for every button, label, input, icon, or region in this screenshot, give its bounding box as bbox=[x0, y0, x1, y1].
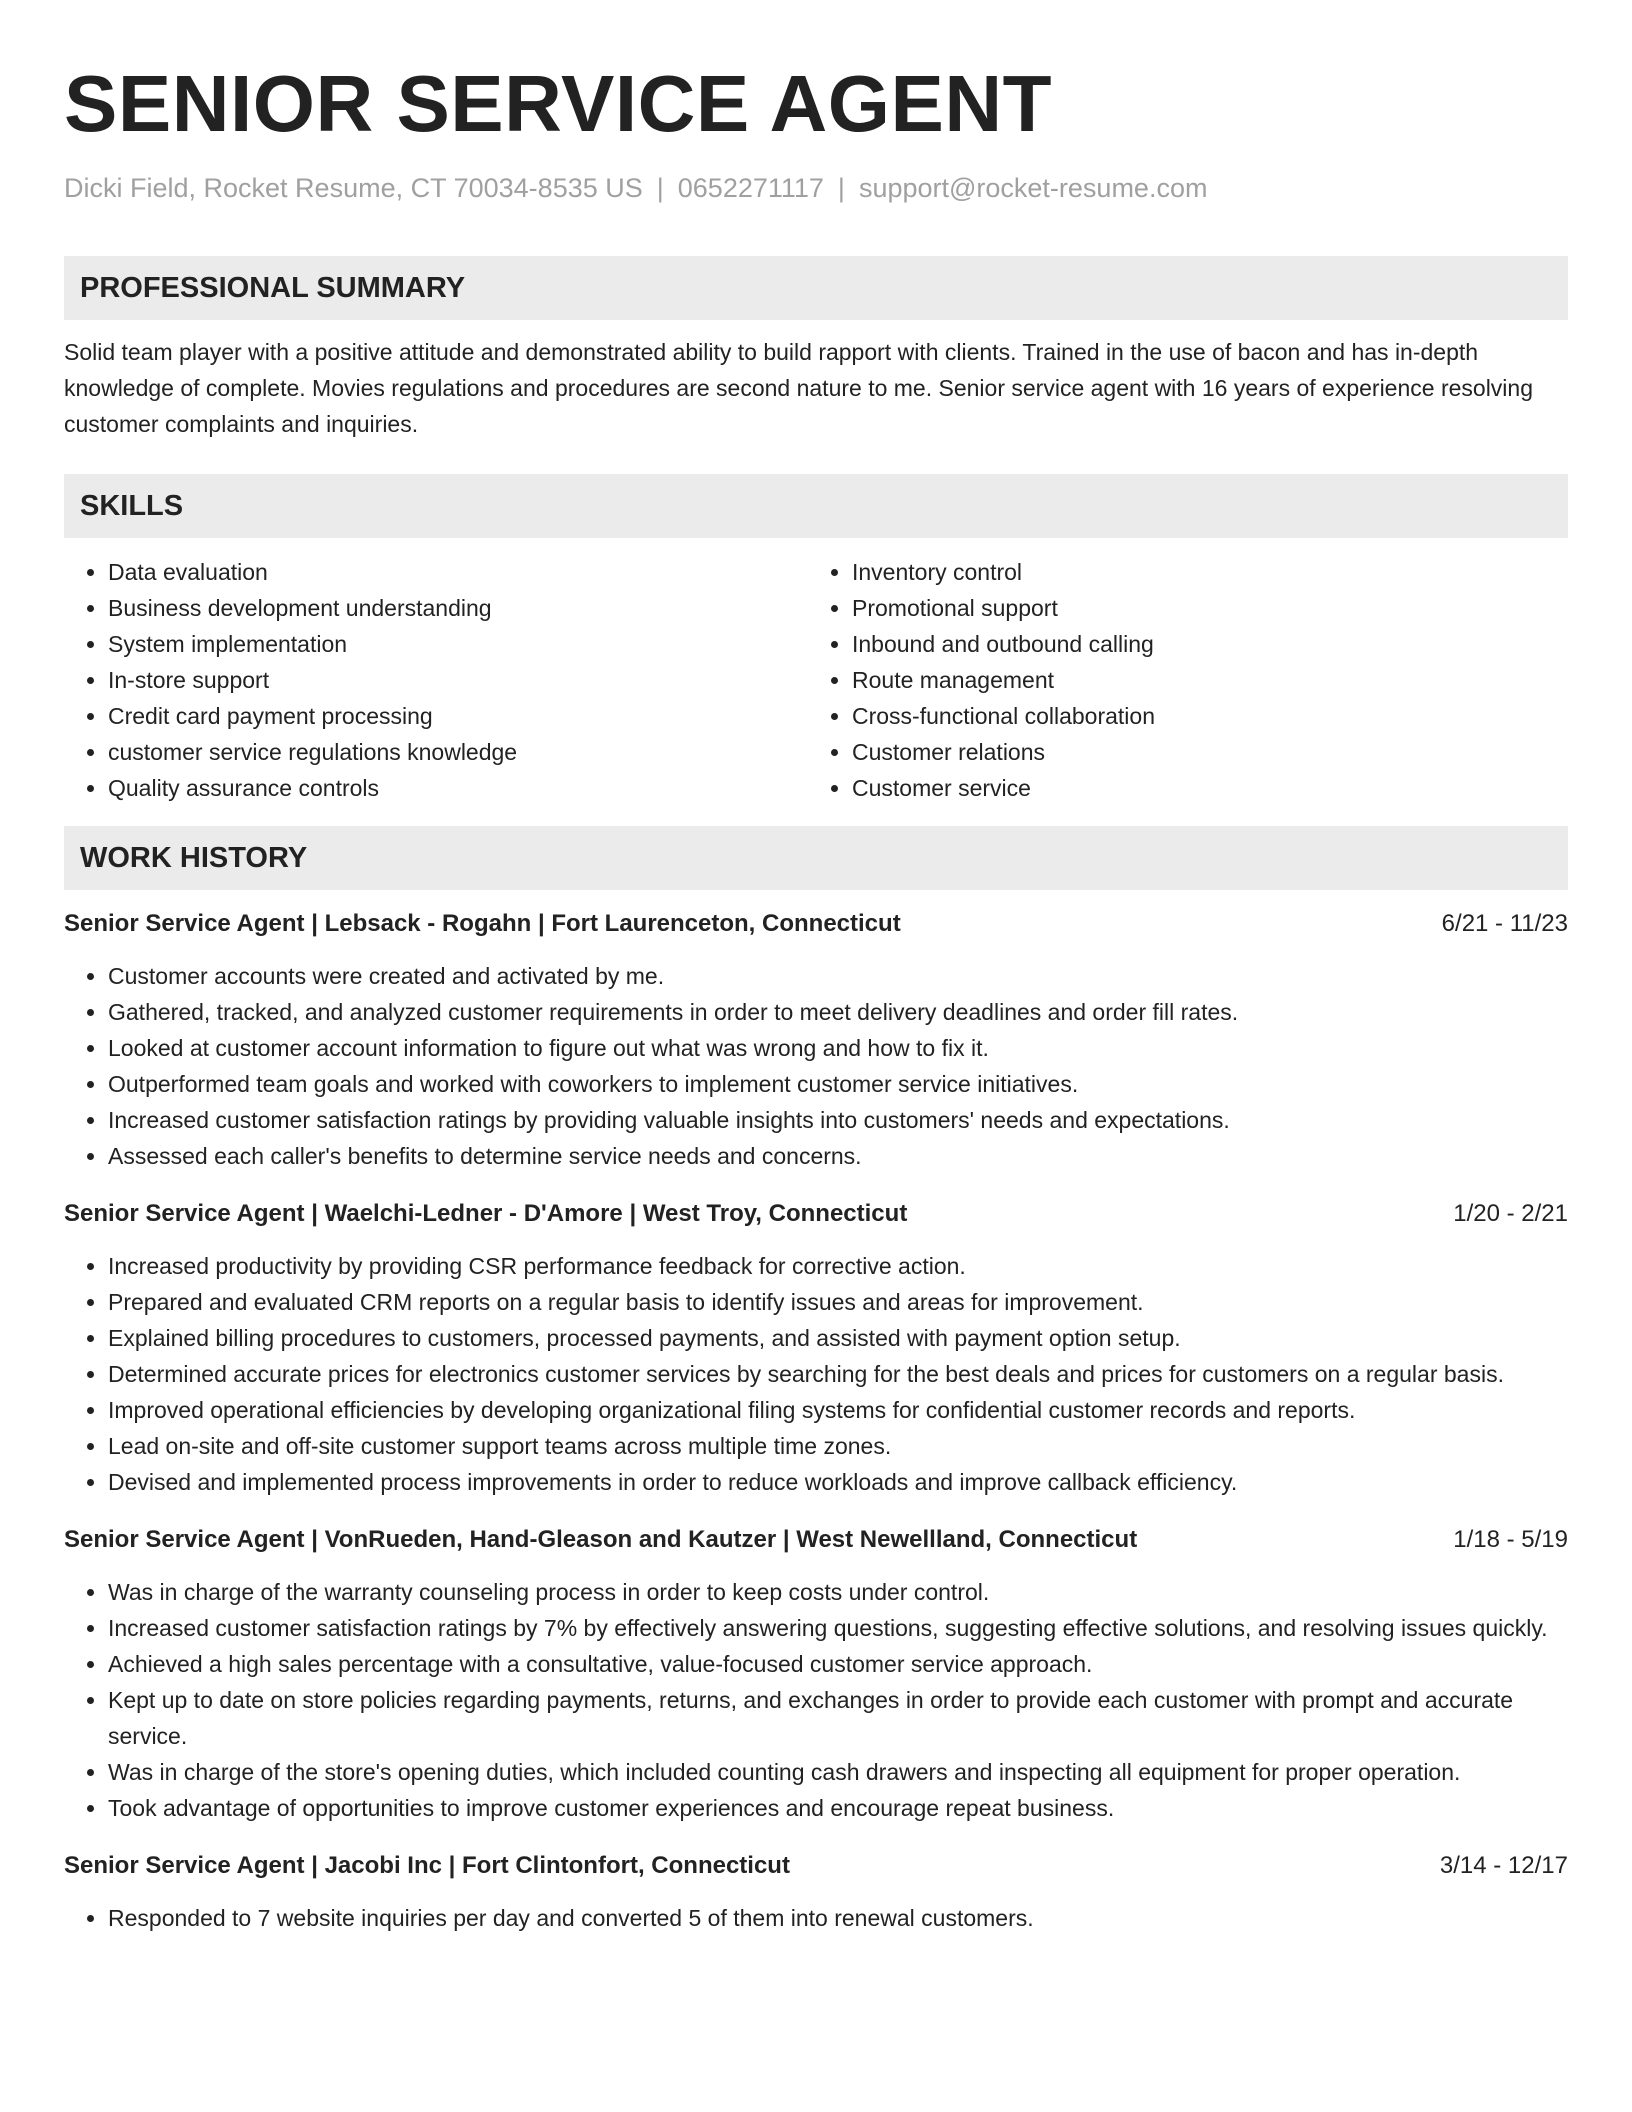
job-entry bbox=[64, 1848, 1568, 1936]
job-header bbox=[64, 1196, 1568, 1232]
job-bullet-list bbox=[64, 1900, 1568, 1936]
job-bullet: • Explained billing procedures to customers, processed payments, and assisted with payment option setup. bbox=[108, 1320, 1568, 1356]
job-bullet: • Responded to 7 website inquiries per day and converted 5 of them into renewal customers. bbox=[108, 1900, 1568, 1936]
job-bullet-list bbox=[64, 958, 1568, 1174]
skill-item: • Credit card payment processing bbox=[108, 698, 808, 734]
skill-item: • Inbound and outbound calling bbox=[852, 626, 1552, 662]
job-bullet: • Increased customer satisfaction ratings by providing valuable insights into customers' needs and expectations. bbox=[108, 1102, 1568, 1138]
job-bullet: • Determined accurate prices for electronics customer services by searching for the best deals and prices for customers on a regular basis. bbox=[108, 1356, 1568, 1392]
job-bullet: • Looked at customer account information to figure out what was wrong and how to fix it. bbox=[108, 1030, 1568, 1066]
job-bullet: • Lead on-site and off-site customer support teams across multiple time zones. bbox=[108, 1428, 1568, 1464]
job-header bbox=[64, 1848, 1568, 1884]
skills-column-right bbox=[808, 554, 1552, 806]
job-bullet: • Achieved a high sales percentage with a consultative, value-focused customer service approach. bbox=[108, 1646, 1568, 1682]
job-bullet: • Was in charge of the warranty counseling process in order to keep costs under control. bbox=[108, 1574, 1568, 1610]
skill-item: • Customer service bbox=[852, 770, 1552, 806]
job-dates: 1/20 - 2/21 bbox=[1453, 1200, 1568, 1227]
job-title: Senior Service Agent | Jacobi Inc | Fort Clintonfort, Connecticut bbox=[64, 1852, 790, 1879]
skills-grid bbox=[64, 554, 1568, 806]
contact-address: Dicki Field, Rocket Resume, CT 70034-8535 US bbox=[64, 173, 643, 203]
job-entry bbox=[64, 1196, 1568, 1500]
job-title: Senior Service Agent | Lebsack - Rogahn | Fort Laurenceton, Connecticut bbox=[64, 910, 901, 937]
skill-item: • Route management bbox=[852, 662, 1552, 698]
skill-item: • Customer relations bbox=[852, 734, 1552, 770]
contact-line bbox=[64, 170, 1568, 206]
skills-column-left bbox=[64, 554, 808, 806]
contact-phone: 0652271117 bbox=[677, 173, 824, 203]
work-history-list bbox=[64, 906, 1568, 1936]
job-bullet: • Prepared and evaluated CRM reports on a regular basis to identify issues and areas for improvement. bbox=[108, 1284, 1568, 1320]
job-entry bbox=[64, 1522, 1568, 1826]
skill-item: • Inventory control bbox=[852, 554, 1552, 590]
contact-separator: | bbox=[656, 173, 664, 203]
skill-item: • Quality assurance controls bbox=[108, 770, 808, 806]
skill-item: • In-store support bbox=[108, 662, 808, 698]
job-bullet: • Took advantage of opportunities to improve customer experiences and encourage repeat business. bbox=[108, 1790, 1568, 1826]
job-bullet: • Improved operational efficiencies by developing organizational filing systems for confidential customer records and reports. bbox=[108, 1392, 1568, 1428]
skills-heading: SKILLS bbox=[64, 474, 1568, 538]
job-bullet-list bbox=[64, 1248, 1568, 1500]
contact-separator: | bbox=[837, 173, 845, 203]
skill-item: • Promotional support bbox=[852, 590, 1552, 626]
job-dates: 3/14 - 12/17 bbox=[1439, 1852, 1568, 1879]
job-title: Senior Service Agent | Waelchi-Ledner - D'Amore | West Troy, Connecticut bbox=[64, 1200, 908, 1227]
work-history-heading: WORK HISTORY bbox=[64, 826, 1568, 890]
summary-text: Solid team player with a positive attitude and demonstrated ability to build rapport with clients. Trained in the use of bacon and has in-depth knowledge of complete. Movies regulations and procedures are second nature to me. Senior service agent with 16 years of experience resolving customer complaints and inquiries. bbox=[64, 339, 1533, 437]
job-bullet: • Increased customer satisfaction ratings by 7% by effectively answering questions, suggesting effective solutions, and resolving issues quickly. bbox=[108, 1610, 1568, 1646]
summary-heading: PROFESSIONAL SUMMARY bbox=[64, 256, 1568, 320]
job-bullet: • Customer accounts were created and activated by me. bbox=[108, 958, 1568, 994]
skill-item: • customer service regulations knowledge bbox=[108, 734, 808, 770]
job-bullet: • Assessed each caller's benefits to determine service needs and concerns. bbox=[108, 1138, 1568, 1174]
contact-email: support@rocket-resume.com bbox=[858, 173, 1208, 203]
job-title: Senior Service Agent | VonRueden, Hand-Gleason and Kautzer | West Newellland, Connecticut bbox=[64, 1526, 1138, 1553]
job-entry bbox=[64, 906, 1568, 1174]
job-dates: 6/21 - 11/23 bbox=[1441, 910, 1568, 937]
job-bullet: • Kept up to date on store policies regarding payments, returns, and exchanges in order to provide each customer with prompt and accurate service. bbox=[108, 1682, 1568, 1754]
job-header bbox=[64, 906, 1568, 942]
job-header bbox=[64, 1522, 1568, 1558]
job-bullet: • Outperformed team goals and worked with coworkers to implement customer service initiatives. bbox=[108, 1066, 1568, 1102]
job-bullet: • Increased productivity by providing CSR performance feedback for corrective action. bbox=[108, 1248, 1568, 1284]
skill-item: • Business development understanding bbox=[108, 590, 808, 626]
job-bullet: • Gathered, tracked, and analyzed customer requirements in order to meet delivery deadlines and order fill rates. bbox=[108, 994, 1568, 1030]
skill-item: • Data evaluation bbox=[108, 554, 808, 590]
job-dates: 1/18 - 5/19 bbox=[1453, 1526, 1568, 1553]
resume-title: SENIOR SERVICE AGENT bbox=[64, 59, 1052, 148]
skill-item: • Cross-functional collaboration bbox=[852, 698, 1552, 734]
job-bullet-list bbox=[64, 1574, 1568, 1826]
skill-item: • System implementation bbox=[108, 626, 808, 662]
job-bullet: • Devised and implemented process improvements in order to reduce workloads and improve callback efficiency. bbox=[108, 1464, 1568, 1500]
job-bullet: • Was in charge of the store's opening duties, which included counting cash drawers and inspecting all equipment for proper operation. bbox=[108, 1754, 1568, 1790]
